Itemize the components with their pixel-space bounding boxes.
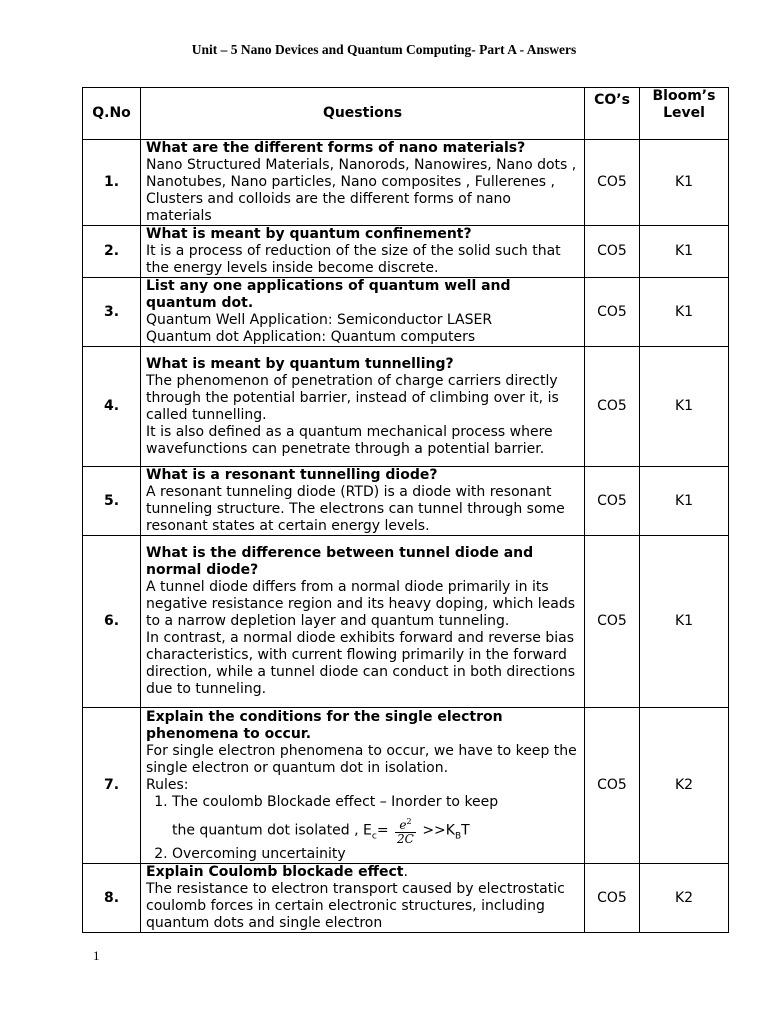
rule-formula [172, 815, 470, 846]
answer-line: It is also defined as a quantum mechanical process where wavefunctions can penetrate through a potential barrier. [146, 423, 553, 457]
table-row [83, 536, 729, 708]
question-cell [141, 226, 585, 278]
document-title: Unit – 5 Nano Devices and Quantum Computing- Part A - Answers [191, 42, 577, 57]
level-cell: K2 [640, 864, 729, 933]
fraction-numerator-base: e [399, 817, 407, 832]
answer-text: It is a process of reduction of the size of the solid such that the energy levels inside become discrete. [146, 243, 561, 276]
answer-line: Quantum Well Application: Semiconductor LASER [146, 312, 493, 328]
question-cell [141, 140, 585, 226]
question-text: What is a resonant tunnelling diode? [146, 467, 438, 483]
question-text: Explain the conditions for the single electron phenomena to occur. [146, 708, 503, 742]
level-cell: K2 [640, 708, 729, 864]
charging-energy-fraction [395, 815, 416, 846]
co-cell: CO5 [585, 278, 640, 347]
question-suffix: . [403, 864, 408, 880]
row-number: 5. [83, 467, 141, 536]
answer-text: For single electron phenomena to occur, we have to keep the single electron or quantum dot in isolation. [146, 742, 577, 776]
formula-text: T [461, 822, 470, 838]
formula-text: >>K [422, 822, 455, 838]
formula-equals: = [376, 822, 389, 838]
question-cell [141, 347, 585, 467]
rules-list [146, 794, 579, 863]
question-cell [141, 708, 585, 864]
answer-text: Nano Structured Materials, Nanorods, Nanowires, Nano dots , Nanotubes, Nano particles, Nano composites , Fullerenes , Clusters and colloids are the different forms of nano materials [146, 157, 577, 224]
co-cell: CO5 [585, 140, 640, 226]
rule-item [172, 794, 579, 846]
table-row [83, 864, 729, 933]
fraction-numerator-exponent: 2 [406, 816, 412, 826]
question-cell [141, 278, 585, 347]
header-blooms-level: Bloom’s Level [640, 88, 729, 140]
table-row [83, 347, 729, 467]
table-row [83, 226, 729, 278]
page-number: 1 [93, 948, 100, 963]
question-cell [141, 864, 585, 933]
co-cell: CO5 [585, 347, 640, 467]
row-number: 1. [83, 140, 141, 226]
table-header-row [83, 88, 729, 140]
level-cell: K1 [640, 278, 729, 347]
row-number: 8. [83, 864, 141, 933]
question-cell [141, 536, 585, 708]
table-row [83, 467, 729, 536]
answer-line: A tunnel diode differs from a normal diode primarily in its negative resistance region and its heavy doping, which leads to a narrow depletion layer and quantum tunneling. [146, 579, 576, 629]
row-number: 6. [83, 536, 141, 708]
formula-subscript: B [454, 830, 462, 841]
answer-line: In contrast, a normal diode exhibits forward and reverse bias characteristics, with current flowing primarily in the forward direction, while a tunnel diode can conduct in both directions due to tunneling. [146, 630, 576, 697]
co-cell: CO5 [585, 536, 640, 708]
co-cell: CO5 [585, 864, 640, 933]
row-number: 4. [83, 347, 141, 467]
rule-text: The coulomb Blockade effect – Inorder to keep [172, 793, 499, 810]
level-cell: K1 [640, 467, 729, 536]
level-cell: K1 [640, 536, 729, 708]
header-questions: Questions [141, 88, 585, 140]
header-cos: CO’s [585, 88, 640, 140]
question-cell [141, 467, 585, 536]
co-cell: CO5 [585, 226, 640, 278]
rule-item: 2. Overcoming uncertainity [172, 846, 579, 863]
answer-line: The phenomenon of penetration of charge carriers directly through the potential barrier, instead of climbing over it, is called tunnelling. [146, 372, 559, 423]
question-text: What is meant by quantum tunnelling? [146, 355, 454, 372]
table-row [83, 140, 729, 226]
answer-text: A resonant tunneling diode (RTD) is a diode with resonant tunneling structure. The electrons can tunnel through some resonant states at certain energy levels. [146, 484, 565, 534]
row-number: 3. [83, 278, 141, 347]
question-text: What is the difference between tunnel diode and normal diode? [146, 545, 534, 578]
row-number: 2. [83, 226, 141, 278]
table-row [83, 278, 729, 347]
question-line [146, 864, 579, 881]
co-cell: CO5 [585, 708, 640, 864]
answer-text: The resistance to electron transport caused by electrostatic coulomb forces in certain electronic structures, including quantum dots and single electron [146, 881, 565, 931]
question-text: Explain Coulomb blockade effect [146, 864, 404, 880]
rules-label: Rules: [146, 776, 189, 793]
header-qno: Q.No [83, 88, 141, 140]
level-cell: K1 [640, 140, 729, 226]
level-cell: K1 [640, 226, 729, 278]
co-cell: CO5 [585, 467, 640, 536]
fraction-denominator: 2C [397, 831, 414, 846]
row-number: 7. [83, 708, 141, 864]
formula-text: the quantum dot isolated , E [172, 822, 372, 838]
answer-line: Quantum dot Application: Quantum computers [146, 329, 476, 345]
table-row [83, 708, 729, 864]
question-text: List any one applications of quantum well and quantum dot. [146, 278, 511, 311]
formula-subscript: c [371, 830, 377, 841]
question-text: What is meant by quantum confinement? [146, 226, 472, 242]
question-text: What are the different forms of nano materials? [146, 140, 526, 156]
fraction-numerator [395, 815, 416, 833]
level-cell: K1 [640, 347, 729, 467]
qa-table [82, 87, 729, 933]
